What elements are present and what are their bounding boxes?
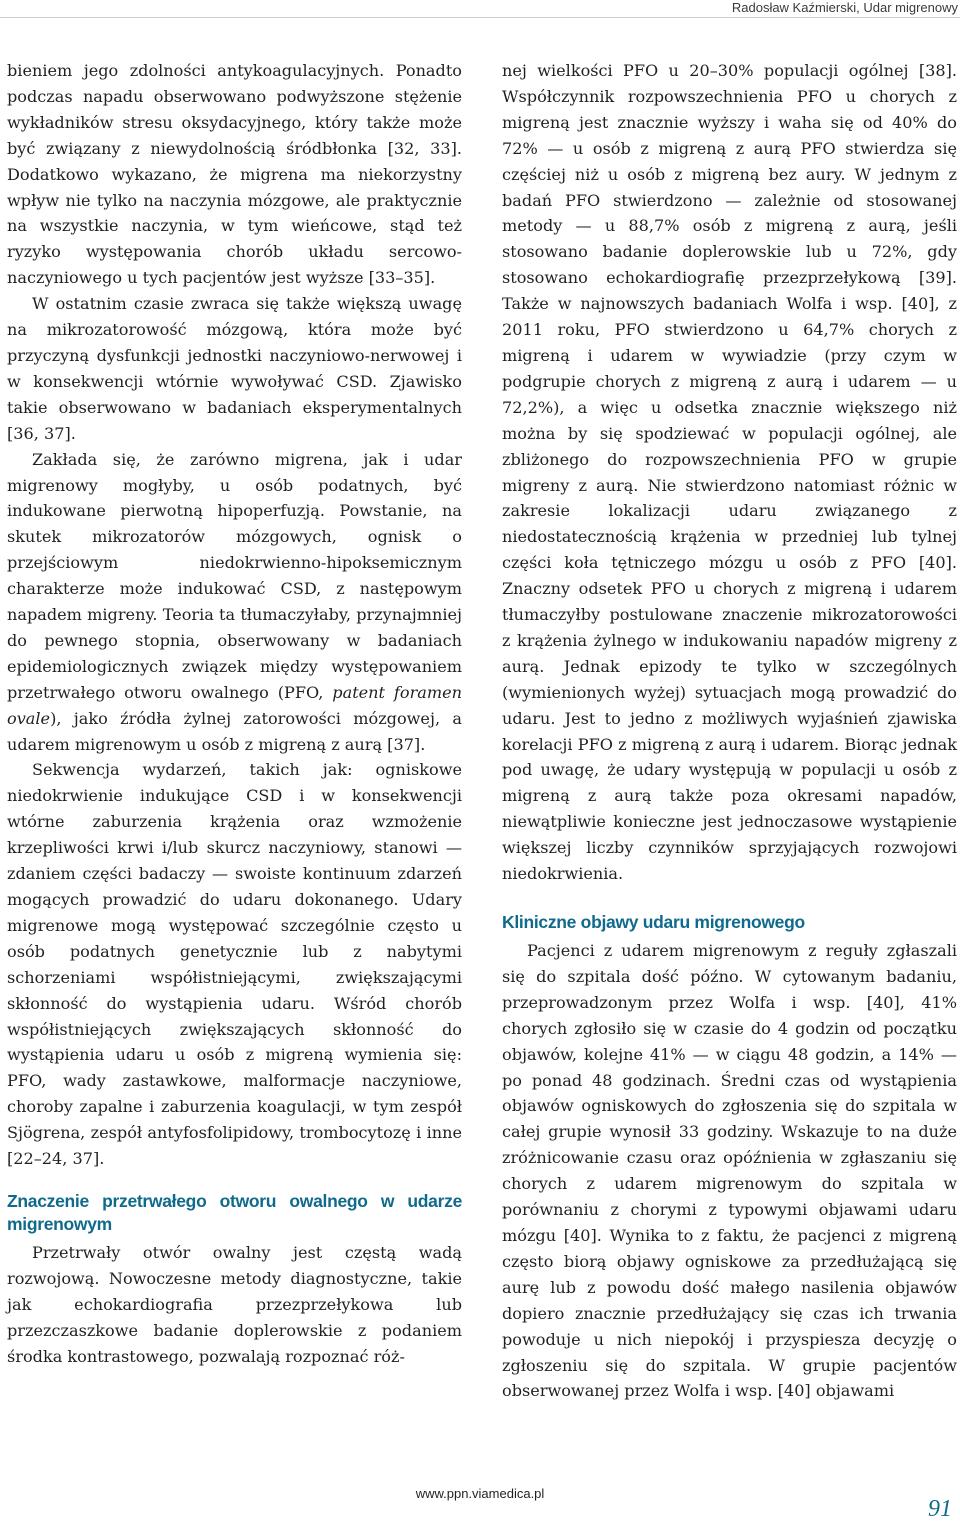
right-column <box>502 58 957 1404</box>
section-heading: Znaczenie przetrwałego otworu owalnego w udarze migrenowym <box>7 1190 462 1234</box>
page-number: 91 <box>928 1496 952 1522</box>
section-heading: Kliniczne objawy udaru migrenowego <box>502 912 805 932</box>
paragraph: nej wielkości PFO u 20–30% populacji ogólnej [38]. Współczynnik rozpowszechnienia PFO u chorych z migreną jest znacznie wyższy i waha się od 40% do 72% — u osób z migreną z aurą PFO stwierdza się częściej niż u osób z migreną bez aury. W jednym z badań PFO stwierdzono — zależnie od stosowanej metody — u 88,7% osób z migreną z aurą, jeśli stosowano badanie doplerowskie lub u 72%, gdy stosowano echokardiografię przezprzełykową [39]. Także w najnowszych badaniach Wolfa i wsp. [40], z 2011 roku, PFO stwierdzono u 64,7% chorych z migreną i udarem w wywiadzie (przy czym w podgrupie chorych z migreną z aurą i udarem — u 72,2%), a więc u odsetka znacznie większego niż można by się spodziewać w populacji ogólnej, ale zbliżonego do rozpowszechnienia PFO w grupie migreny z aurą. Nie stwierdzono natomiast różnic w zakresie lokalizacji udaru związanego z niedostatecznością krążenia w przedniej lub tylnej części koła tętniczego mózgu u osób z PFO [40]. Znaczny odsetek PFO u chorych z migreną i udarem tłumaczyłby postulowane znaczenie mikrozatorowości z krążenia żylnego w indukowaniu napadów migreny z aurą. Jednak epizody te tylko w szczególnych (wymienionych wyżej) sytuacjach mogą prowadzić do udaru. Jest to jedno z możliwych wyjaśnień zjawiska korelacji PFO z migreną z aurą i udarem. Biorąc jednak pod uwagę, że udary występują w populacji u osób z migreną z aurą także poza okresami napadów, niewątpliwie konieczne jest jednoczasowe wystąpienie większej liczby czynników sprzyjających rozwojowi niedokrwienia. <box>502 61 957 884</box>
paragraph-text: ), jako źródła żylnej zatorowości mózgowej, a udarem migrenowym u osób z migreną z aurą [37]. <box>7 708 462 754</box>
paragraph: Przetrwały otwór owalny jest częstą wadą rozwojową. Nowoczesne metody diagnostyczne, takie jak echokardiografia przezprzełykowa lub przezczaszkowe badanie doplerowskie z podaniem środka kontrastowego, pozwalają rozpoznać róż- <box>7 1242 462 1366</box>
footer-url: www.ppn.viamedica.pl <box>415 1486 545 1501</box>
left-column <box>7 58 462 1370</box>
paragraph: W ostatnim czasie zwraca się także większą uwagę na mikrozatorowość mózgową, która może być przyczyną dysfunkcji jednostki naczyniowo-nerwowej i w konsekwencji wtórnie wywoływać CSD. Zjawisko takie obserwowano w badaniach eksperymentalnych [36, 37]. <box>7 294 462 443</box>
paragraph: Pacjenci z udarem migrenowym z reguły zgłaszali się do szpitala dość późno. W cytowanym badaniu, przeprowadzonym przez Wolfa i wsp. [40], 41% chorych zgłosiło się w czasie do 4 godzin od początku objawów, kolejne 41% — w ciągu 48 godzin, a 14% — po ponad 48 godzinach. Średni czas od wystąpienia objawów ogniskowych do zgłoszenia się do szpitala w całej grupie wynosił 33 godziny. Wskazuje to na duże zróżnicowanie czasu oraz opóźnienia w zgłaszaniu się chorych z udarem migrenowym do szpitala w porównaniu z chorymi z typowymi objawami udaru mózgu [40]. Wynika to z faktu, że pacjenci z migreną często biorą objawy ogniskowe za przedłużającą się aurę lub z powodu dość małego nasilenia objawów dopiero znacznie przedłużający się czas ich trwania powoduje u nich niepokój i przyspiesza decyzję o zgłoszeniu się do szpitala. W grupie pacjentów obserwowanej przez Wolfa i wsp. [40] objawami <box>502 941 957 1401</box>
paragraph-text: Zakłada się, że zarówno migrena, jak i udar migrenowy mogłyby, u osób podatnych, być indukowane pierwotną hipoperfuzją. Powstanie, na skutek mikrozatorów mózgowych, ognisk o przejściowym niedokrwienno-hipoksemicznym charakterze może indukować CSD, z następowym napadem migreny. Teoria ta tłumaczyłaby, przynajmniej do pewnego stopnia, obserwowany w badaniach epidemiologicznych związek między występowaniem przetrwałego otworu owalnego (PFO, <box>7 449 462 702</box>
running-head: Radosław Kaźmierski, Udar migrenowy <box>0 0 960 18</box>
italic-term: patent foramen ovale <box>7 682 463 728</box>
paragraph: bieniem jego zdolności antykoagulacyjnych. Ponadto podczas napadu obserwowano podwyższone stężenie wykładników stresu oksydacyjnego, który także może być związany z niewydolnością śródbłonka [32, 33]. Dodatkowo wykazano, że migrena ma niekorzystny wpływ nie tylko na naczynia mózgowe, ale praktycznie na wszystkie naczynia, w tym wieńcowe, stąd też ryzyko występowania chorób układu sercowo-naczyniowego u tych pacjentów jest wyższe [33–35]. <box>7 61 462 288</box>
paragraph <box>7 447 462 758</box>
paragraph: Sekwencja wydarzeń, takich jak: ogniskowe niedokrwienie indukujące CSD i w konsekwencji wtórne zaburzenia krążenia oraz wzmożenie krzepliwości krwi i/lub skurcz naczyniowy, stanowi — zdaniem części badaczy — swoiste kontinuum zdarzeń mogących prowadzić do udaru dokonanego. Udary migrenowe mogą występować szczególnie często u osób podatnych genetycznie lub z nabytymi schorzeniami współistniejącymi, zwiększającymi skłonność do wystąpienia udaru. Wśród chorób współistniejących zwiększających skłonność do wystąpienia udaru u osób z migreną wymienia się: PFO, wady zastawkowe, malformacje naczyniowe, choroby zapalne i zaburzenia koagulacji, w tym zespół Sjögrena, zespół antyfosfolipidowy, trombocytozę i inne [22–24, 37]. <box>7 760 462 1169</box>
